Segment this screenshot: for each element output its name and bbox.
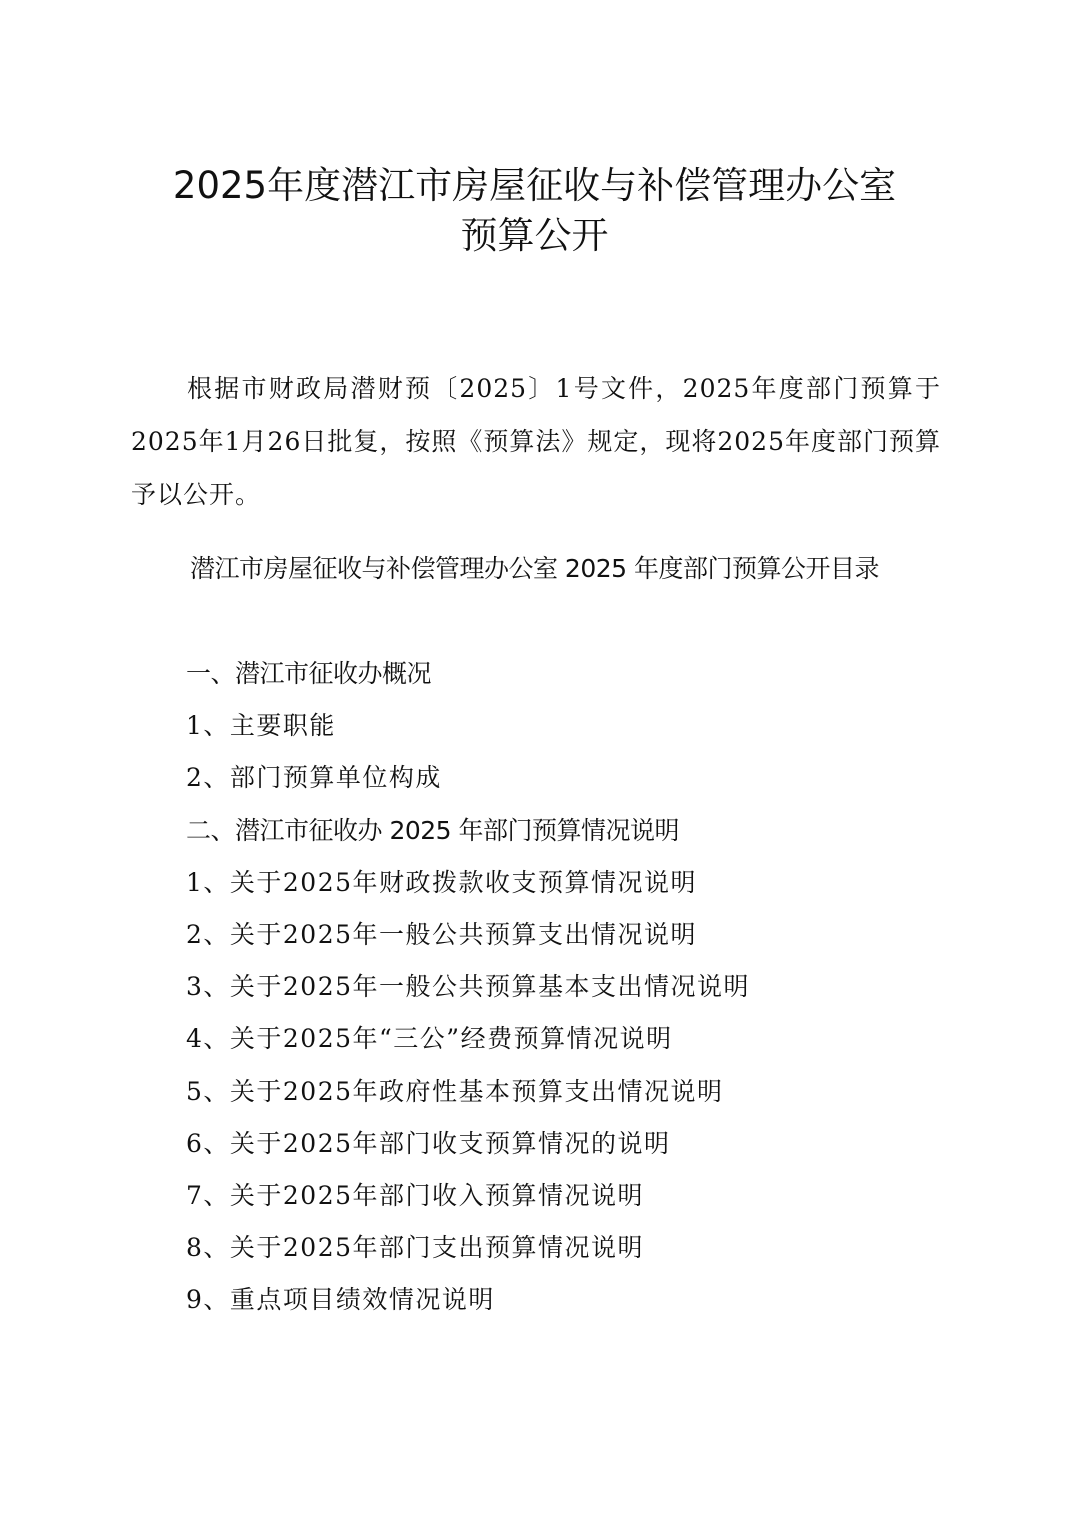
toc-item: 1、主要职能: [186, 711, 336, 741]
toc-item: 8、关于2025年部门支出预算情况说明: [186, 1233, 645, 1263]
toc-item: 5、关于2025年政府性基本预算支出情况说明: [186, 1076, 724, 1106]
table-of-contents: [186, 654, 946, 1332]
toc-item: 9、重点项目绩效情况说明: [186, 1285, 495, 1315]
toc-item: 2、部门预算单位构成: [186, 763, 442, 793]
toc-item: 3、关于2025年一般公共预算基本支出情况说明: [186, 972, 751, 1002]
toc-item: 1、关于2025年财政拨款收支预算情况说明: [186, 867, 698, 897]
document-title-line2: 预算公开: [460, 214, 609, 257]
toc-item: 6、关于2025年部门收支预算情况的说明: [186, 1128, 671, 1158]
toc-section-1: 一、潜江市征收办概况: [186, 659, 432, 688]
toc-section-2: 二、潜江市征收办 2025 年部门预算情况说明: [186, 815, 680, 845]
document-title-line1: 2025年度潜江市房屋征收与补偿管理办公室: [172, 164, 897, 207]
toc-item: 7、关于2025年部门收入预算情况说明: [186, 1180, 645, 1210]
toc-heading: 潜江市房屋征收与补偿管理办公室 2025 年度部门预算公开目录: [189, 554, 880, 583]
intro-paragraph: 根据市财政局潜财预〔2025〕1号文件，2025年度部门预算于2025年1月26日批复，按照《预算法》规定，现将2025年度部门预算予以公开。: [131, 374, 941, 509]
toc-item: 2、关于2025年一般公共预算支出情况说明: [186, 919, 698, 949]
toc-item: 4、关于2025年“三公”经费预算情况说明: [186, 1024, 673, 1054]
